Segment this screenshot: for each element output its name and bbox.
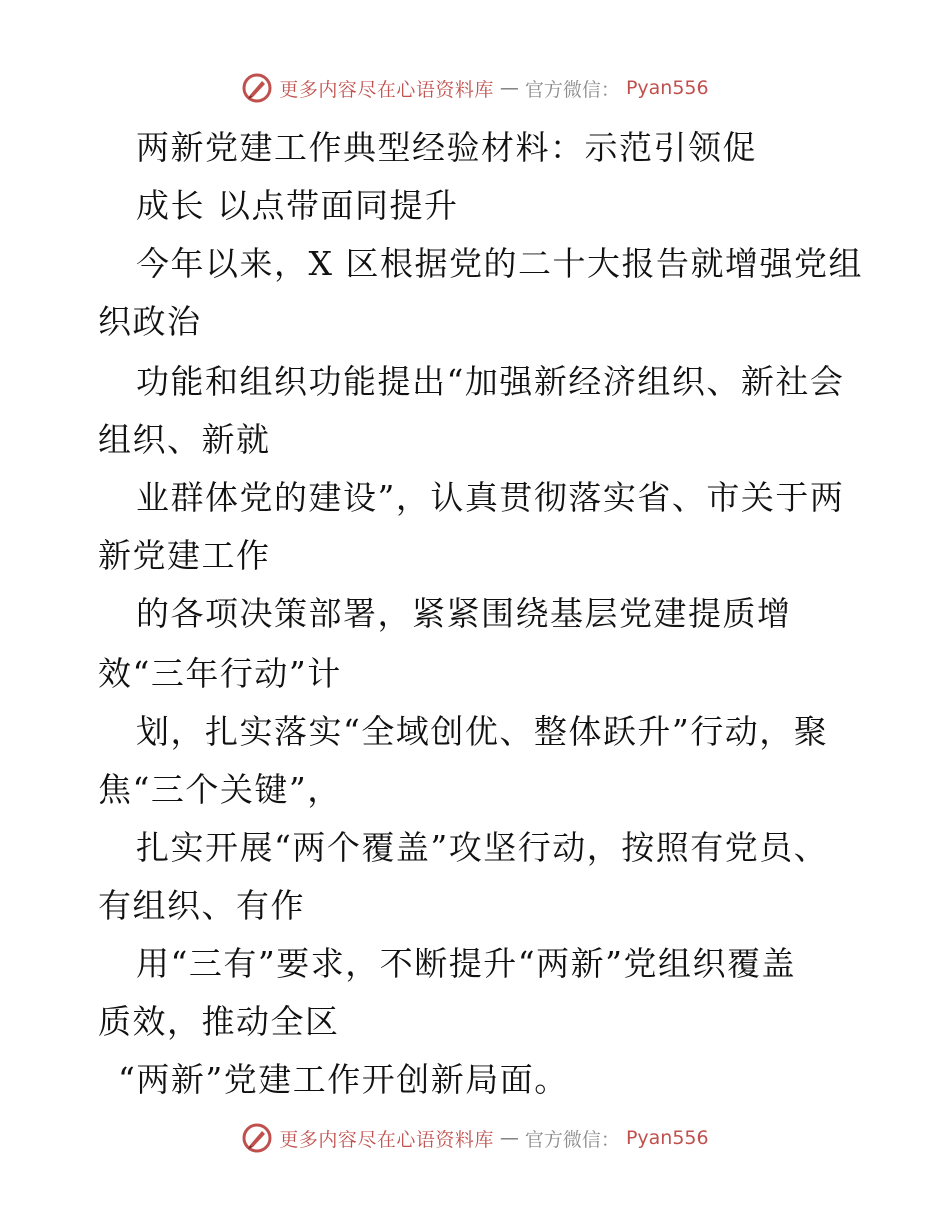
watermark-site: 更多内容尽在心语资料库 xyxy=(279,1128,494,1151)
body-line: 功能和组织功能提出“加强新经济组织、新社会 xyxy=(136,362,845,401)
watermark-account: Pyan556 xyxy=(625,77,709,99)
document-title-line-1: 两新党建工作典型经验材料：示范引领促 xyxy=(136,128,757,167)
watermark-separator: — xyxy=(499,77,519,99)
body-line: 新党建工作 xyxy=(98,536,271,575)
body-line: 今年以来，X 区根据党的二十大报告就增强党组 xyxy=(136,244,863,283)
body-line: 有组织、有作 xyxy=(98,886,305,925)
watermark-label: 官方微信： xyxy=(524,1128,620,1151)
watermark-footer xyxy=(0,1122,950,1154)
body-line: “两新”党建工作开创新局面。 xyxy=(118,1060,569,1099)
body-line: 效“三年行动”计 xyxy=(98,654,342,693)
pen-logo-icon xyxy=(241,72,273,104)
body-line: 焦“三个关键”， xyxy=(98,770,342,809)
watermark-separator: — xyxy=(499,1127,519,1149)
pen-logo-icon xyxy=(241,1122,273,1154)
watermark-label: 官方微信： xyxy=(524,78,620,101)
body-line: 组织、新就 xyxy=(98,420,271,459)
body-line: 业群体党的建设”，认真贯彻落实省、市关于两 xyxy=(136,478,845,517)
watermark-header xyxy=(0,72,950,104)
body-line: 扎实开展“两个覆盖”攻坚行动，按照有党员、 xyxy=(136,828,829,867)
body-line: 的各项决策部署，紧紧围绕基层党建提质增 xyxy=(136,594,792,633)
body-line: 质效，推动全区 xyxy=(98,1002,340,1041)
watermark-account: Pyan556 xyxy=(625,1127,709,1149)
body-line: 划，扎实落实“全域创优、整体跃升”行动，聚 xyxy=(136,712,829,751)
watermark-site: 更多内容尽在心语资料库 xyxy=(279,78,494,101)
document-title-line-2: 成长 以点带面同提升 xyxy=(136,186,459,225)
body-line: 用“三有”要求，不断提升“两新”党组织覆盖 xyxy=(136,944,796,983)
body-line: 织政治 xyxy=(98,302,202,341)
